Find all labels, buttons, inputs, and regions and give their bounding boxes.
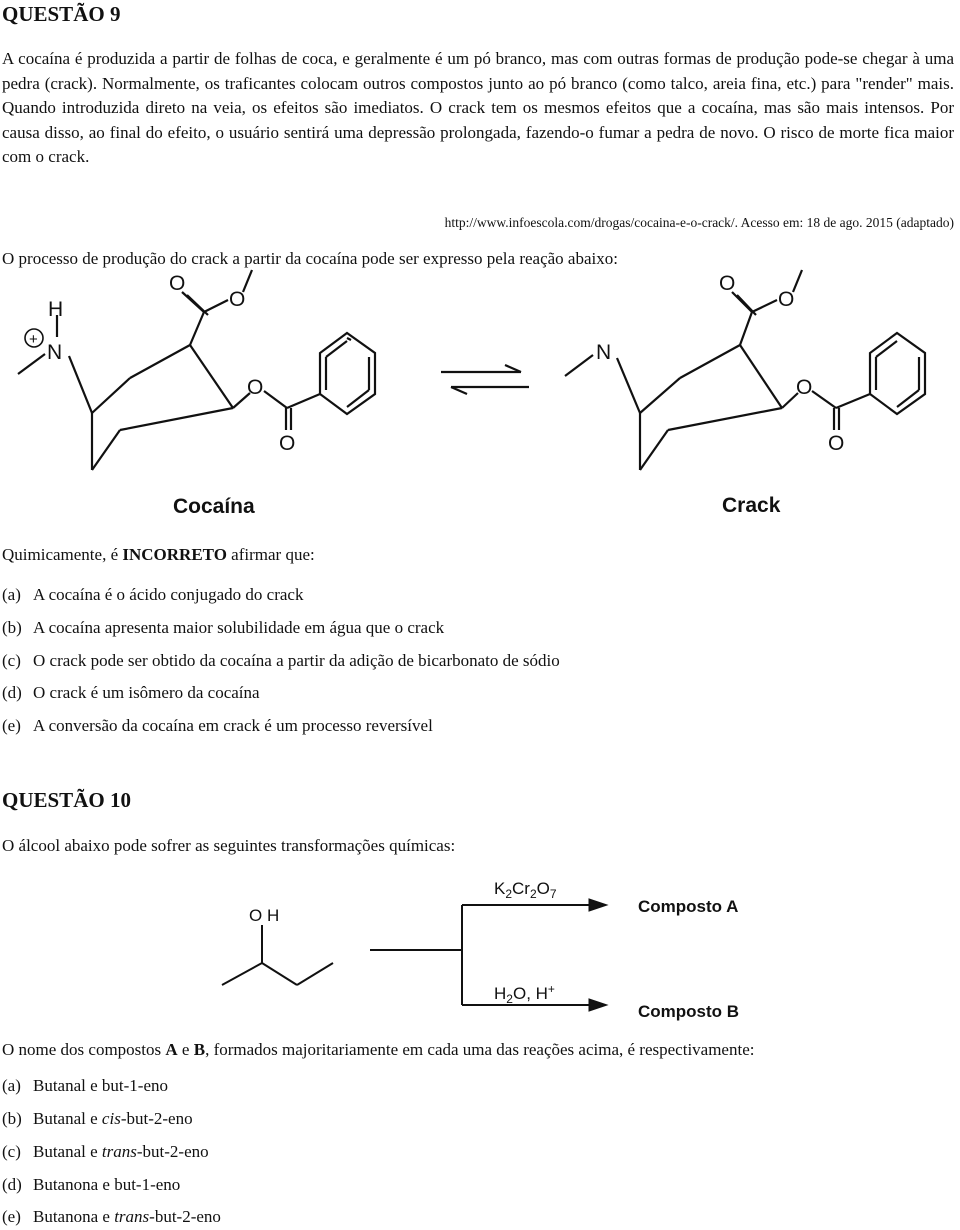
question-10-intro: O álcool abaixo pode sofrer as seguintes transformações químicas: xyxy=(2,836,456,855)
cocaine-o-atom-1: O xyxy=(169,272,186,295)
crack-o-atom-1: O xyxy=(719,272,736,295)
q10-option-c: (c) Butanal e trans-but-2-eno xyxy=(2,1142,209,1161)
q10-option-e: (e) Butanona e trans-but-2-eno xyxy=(2,1207,221,1226)
crack-o-atom-3: O xyxy=(796,376,813,399)
source-citation: http://www.infoescola.com/drogas/cocaina-e-o-crack/. Acesso em: 18 de ago. 2015 (adaptado) xyxy=(444,215,954,230)
crack-caption: Crack xyxy=(722,494,781,517)
product-a-label: Composto A xyxy=(638,897,739,916)
q9-option-e: (e) A conversão da cocaína em crack é um processo reversível xyxy=(2,716,433,735)
cocaine-positive-charge: + xyxy=(29,331,38,348)
q9-option-d: (d) O crack é um isômero da cocaína xyxy=(2,683,260,702)
q10-option-d: (d) Butanona e but-1-eno xyxy=(2,1175,181,1194)
crack-n-atom: N xyxy=(596,341,612,364)
question-9-title: QUESTÃO 9 xyxy=(2,2,121,26)
question-10-prompt: O nome dos compostos A e B, formados majoritariamente em cada uma das reações acima, é respectivamente: xyxy=(2,1040,755,1059)
butanol-reaction-figure xyxy=(0,862,960,1027)
crack-o-atom-2: O xyxy=(778,288,795,311)
question-10-title: QUESTÃO 10 xyxy=(2,788,131,812)
reagent-h2o-acid: $H_2O$, H+ xyxy=(494,982,555,1006)
question-9-text: A cocaína é produzida a partir de folhas de coca, e geralmente é um pó branco, mas com outras formas de produção pode-se chegar à uma pedra (crack). Normalmente, os traficantes colocam outros compostos junto ao pó branco (como talco, areia fina, etc.) para "render" mais. Quando introduzida direto na veia, os efeitos são imediatos. O crack tem os mesmos efeitos que a cocaína, mas são mais intensos. Por causa disso, ao final do efeito, o usuário sentirá uma depressão prolongada, fazendo-o fumar a pedra de novo. O risco de morte fica maior com o crack. xyxy=(2,49,954,166)
cocaine-caption: Cocaína xyxy=(173,495,255,518)
hydroxyl-label: O H xyxy=(249,906,280,925)
q9-option-b: (b) A cocaína apresenta maior solubilidade em água que o crack xyxy=(2,618,445,637)
reagent-k2cr2o7: $K_2Cr_2O_7$ xyxy=(494,879,557,901)
cocaine-h-atom: H xyxy=(48,298,64,321)
cocaine-o-atom-3: O xyxy=(247,376,264,399)
q9-option-a: (a) A cocaína é o ácido conjugado do crack xyxy=(2,585,304,604)
question-9-prompt: Quimicamente, é INCORRETO afirmar que: xyxy=(2,545,315,564)
product-b-label: Composto B xyxy=(638,1002,740,1021)
cocaine-n-atom: N xyxy=(47,341,63,364)
q10-option-b: (b) Butanal e cis-but-2-eno xyxy=(2,1109,193,1128)
cocaine-o-atom-2: O xyxy=(229,288,246,311)
q10-option-a: (a) Butanal e but-1-eno xyxy=(2,1076,169,1095)
q9-option-c: (c) O crack pode ser obtido da cocaína a partir da adição de bicarbonato de sódio xyxy=(2,651,560,670)
cocaine-crack-reaction-figure xyxy=(0,262,960,524)
cocaine-o-atom-4: O xyxy=(279,432,296,455)
crack-o-atom-4: O xyxy=(828,432,845,455)
incorrect-keyword: INCORRETO xyxy=(122,545,227,564)
reaction-intro: O processo de produção do crack a partir da cocaína pode ser expresso pela reação abaixo: xyxy=(2,249,618,268)
